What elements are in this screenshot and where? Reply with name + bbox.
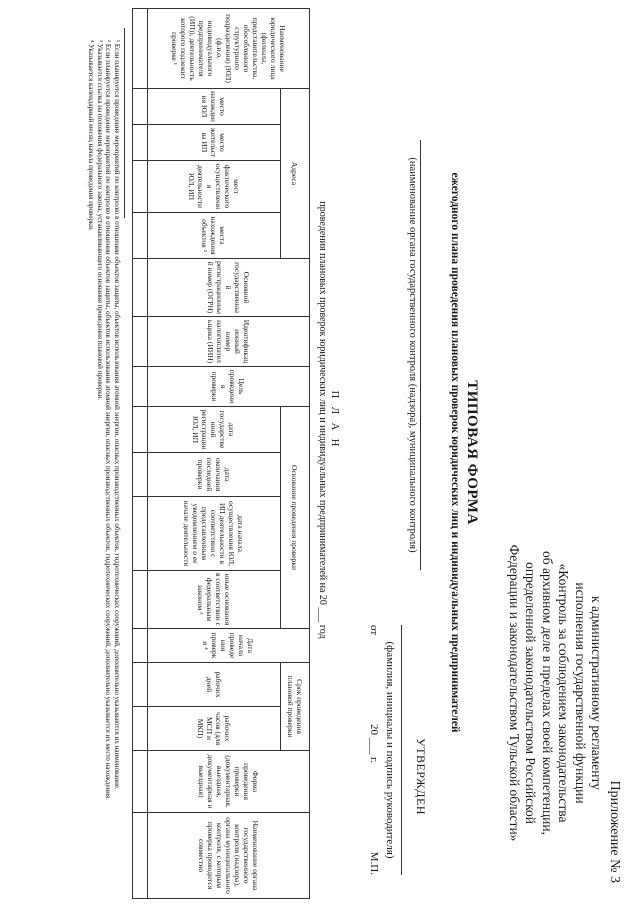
plan-subtitle: проведения плановых проверок юридических лиц и индивидуальных предпринимателей на 20 ___ год [317, 201, 328, 639]
appendix-title: Приложение № 3 [607, 780, 622, 883]
form-subtitle: ежегодного плана проведения плановых проверок юридических лиц и индивидуальных предпринимателей [449, 172, 461, 733]
inspection-plan-table [132, 8, 310, 899]
col-basis-other-header: иные основания в соответствии с федеральным законом ³ [148, 571, 281, 629]
table-cell [133, 89, 148, 125]
table-cell [133, 663, 148, 707]
organ-name-caption: (наименование органа государственного контроля (надзора), муниципального контроля) [407, 157, 418, 553]
footnote-2: ² Если планируется проведение мероприятий по контролю в отношении объектов защиты, объектов использования атомной энергии, опасных производственных объектов, гидротехнических сооружений, дополнительно указывается их место нахождения. [104, 40, 113, 801]
footnotes [87, 28, 125, 818]
col-addr-actual-header: мест фактического осуществления деятельности ЮЛ, ИП [148, 161, 281, 213]
basis-group-header: Основание проведения проверки [281, 407, 310, 629]
appendix-line: «Контроль за соблюдением законодательства [556, 563, 572, 823]
col-term-hours-header: рабочих часов (для МСП и МКП) [148, 707, 281, 751]
appendix-line: к административному регламенту [589, 596, 605, 790]
col-addr-location-header: место нахождения ЮЛ [148, 89, 281, 125]
table-cell [133, 707, 148, 751]
col-form-header: Форма проведения проверки (документарная, выездная, документарная и выездная) [148, 751, 310, 813]
stamp-place: М.П. [368, 851, 380, 875]
col-term-days-header: рабочих дней [148, 663, 281, 707]
approved-label: УТВЕРЖДЕН [414, 738, 428, 815]
table-cell [133, 453, 148, 497]
table-cell [133, 497, 148, 571]
approval-stamp-block [367, 625, 428, 875]
signature-caption: (фамилия, инициалы и подпись руководителя) [384, 641, 396, 859]
organ-name-field [407, 140, 435, 570]
table-cell [133, 571, 148, 629]
table-cell [133, 9, 148, 89]
col-inn-header: Идентификационный номер налогоплательщика (ИНН) [148, 317, 310, 367]
appendix-line: определенной законодательством Российской [523, 562, 539, 824]
date-year: 20 ___ г. [368, 723, 380, 763]
appendix-line: исполнения государственной функции [573, 582, 588, 804]
table-row [133, 9, 148, 899]
plan-heading [316, 60, 340, 780]
col-start-date-header: Дата начала проведения проверки ⁴ [148, 629, 310, 663]
table-cell [133, 125, 148, 161]
form-title: ТИПОВАЯ ФОРМА [464, 380, 480, 525]
col-addr-residence-header: место жительства ИП [148, 125, 281, 161]
organ-name-line [420, 140, 435, 570]
table-cell [133, 259, 148, 317]
table-cell [133, 317, 148, 367]
appendix-header [506, 503, 623, 883]
appendix-line: об архивном деле в пределах своей компетенции, [540, 550, 555, 835]
col-joint-header: Наименование органа государственного контроля (надзора), органа муниципального контроля, с которым проверка проводится совместно [148, 813, 310, 899]
address-group-header: Адреса [281, 89, 310, 259]
col-basis-start-header: дата начала осуществления ЮЛ, ИП деятельности в соответствии с представленным уведомлением о ее начале деятельности [148, 497, 281, 571]
table-cell [133, 751, 148, 813]
table-cell [133, 161, 148, 213]
col-goal-header: Цель проведения проверки [148, 367, 310, 407]
table-cell [133, 213, 148, 259]
table-cell [133, 629, 148, 663]
table-cell [133, 407, 148, 453]
approval-date-line [367, 625, 381, 875]
col-name-header: Наименование юридического лица (филиала, представительства, обособленного структурного подразделения) (ЮЛ) (ф.и.о. индивидуального предпринимателя (ИП)), деятельность которого подлежит проверке ¹ [148, 9, 310, 89]
col-basis-reg-header: дата государственной регистрации ЮЛ, ИП [148, 407, 281, 453]
table-cell [133, 367, 148, 407]
footnote-1: ¹ Если планируется проведение мероприятий по контролю в отношении объектов защиты, объектов использования атомной энергии, опасных производственных объектов, гидротехнических сооружений, дополнительно указываются их наименование. [113, 40, 121, 790]
table-header-row [281, 9, 310, 899]
form-title-block [449, 0, 480, 905]
date-prefix: от [368, 625, 380, 636]
table-cell [133, 813, 148, 899]
plan-title: П Л А Н [329, 390, 340, 450]
footnote-3: ³ Указывается ссылка на положения федерального закона, устанавливающего основания проведения плановой проверки. [95, 40, 104, 401]
appendix-line: Федерации и законодательством Тульской области» [507, 544, 522, 842]
footnote-4: ⁴ Указывается календарный месяц начала проведения проверки. [87, 40, 96, 231]
col-basis-last-header: дата окончания последней проверки [148, 453, 281, 497]
col-ogrn-header: Основной государственный регистрационный номер (ОГРН) [148, 259, 310, 317]
term-group-header: Срок проведения плановой проверки [281, 663, 310, 751]
signature-line [401, 625, 414, 875]
col-addr-objects-header: места нахождения объектов ² [148, 213, 281, 259]
footnote-divider [124, 28, 125, 218]
